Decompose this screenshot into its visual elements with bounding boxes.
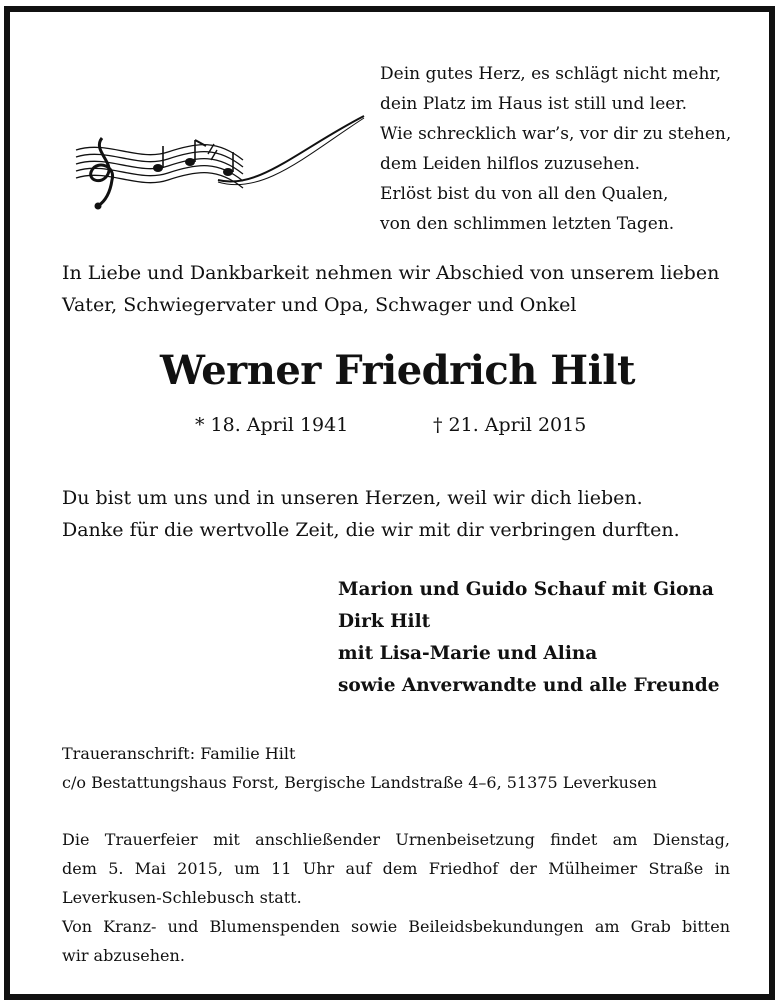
obituary-frame [4, 6, 775, 1000]
poem-line: Erlöst bist du von all den Qualen, [380, 184, 669, 204]
intro-text [62, 257, 742, 321]
mourner-line: Dirk Hilt [338, 611, 431, 632]
mourning-address [62, 739, 752, 797]
farewell-quote [62, 482, 752, 546]
service-line: Von Kranz- und Blumenspenden sowie Beileidsbekundungen am Grab bitten [62, 917, 730, 936]
service-line: dem 5. Mai 2015, um 11 Uhr auf dem Friedhof der Mülheimer Straße in [62, 859, 730, 878]
poem-line: dein Platz im Haus ist still und leer. [380, 94, 688, 114]
quote-line: Du bist um uns und in unseren Herzen, weil wir dich lieben. [62, 487, 643, 509]
poem-line: dem Leiden hilflos zuzusehen. [380, 154, 641, 174]
service-line: wir abzusehen. [62, 946, 185, 965]
death-date: † 21. April 2015 [433, 414, 587, 436]
poem-line: Wie schrecklich war’s, vor dir zu stehen, [380, 124, 732, 144]
address-line: c/o Bestattungshaus Forst, Bergische Landstraße 4–6, 51375 Leverkusen [62, 773, 657, 792]
address-line: Traueranschrift: Familie Hilt [62, 744, 296, 763]
poem-line: Dein gutes Herz, es schlägt nicht mehr, [380, 64, 722, 84]
deceased-name: Werner Friedrich Hilt [160, 347, 635, 394]
intro-line: Vater, Schwiegervater und Opa, Schwager und Onkel [62, 294, 577, 316]
mourner-line: sowie Anverwandte und alle Freunde [338, 675, 720, 696]
poem-line: von den schlimmen letzten Tagen. [380, 214, 675, 234]
poem [380, 59, 740, 239]
quote-line: Danke für die wertvolle Zeit, die wir mit dir verbringen durften. [62, 519, 680, 541]
service-line: Leverkusen-Schlebusch statt. [62, 888, 302, 907]
funeral-service-info [62, 825, 730, 970]
mourner-line: mit Lisa-Marie und Alina [338, 643, 598, 664]
birth-date: * 18. April 1941 [195, 414, 349, 436]
mourners-list [338, 574, 758, 702]
service-line: Die Trauerfeier mit anschließender Urnenbeisetzung findet am Dienstag, [62, 830, 730, 849]
music-staff-icon [68, 110, 368, 220]
intro-line: In Liebe und Dankbarkeit nehmen wir Abschied von unserem lieben [62, 262, 720, 284]
mourner-line: Marion und Guido Schauf mit Giona [338, 579, 714, 600]
